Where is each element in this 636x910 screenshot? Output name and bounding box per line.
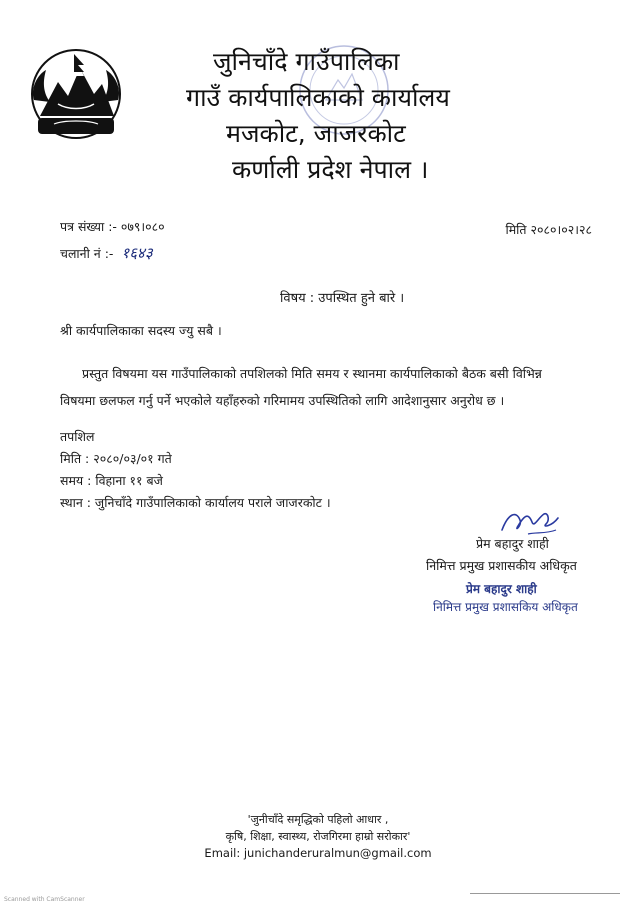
footer-email: Email: junichanderuralmun@gmail.com [204,846,432,860]
footer-divider [470,893,620,894]
letter-subject: विषय : उपस्थित हुने बारे । [280,291,405,306]
letterhead-line-1: जुनिचाँदे गाउँपालिका [213,47,400,76]
letter-body-paragraph: प्रस्तुत विषयमा यस गाउँपालिकाको तपशिलको मिति समय र स्थानमा कार्यपालिकाको बैठक बसी विभिन्न विषयमा छलफल गर्नु पर्ने भएकोले यहाँहरुको गरिमामय उपस्थितिको लागि आदेशानुसार अनुरोध छ । [60,366,542,408]
meeting-date: मिति : २०८०/०३/०१ गते [60,451,172,466]
scanner-watermark-text: Scanned with CamScanner [4,896,85,903]
signatory-name: प्रेम बहादुर शाही [476,536,549,551]
dispatch-number-label: चलानी नं :- [60,246,114,261]
letterhead-line-2: गाउँ कार्यपालिकाको कार्यालय [186,83,450,112]
letterhead-line-3: मजकोट, जाजरकोट [226,119,406,148]
signatory-title: निमित्त प्रमुख प्रशासकीय अधिकृत [426,558,577,573]
signatory-stamp-name: प्रेम बहादुर शाही [466,582,537,596]
dispatch-number-value: १६४३ [121,244,153,262]
meeting-place: स्थान : जुनिचाँदे गाउँपालिकाको कार्यालय पराले जाजरकोट । [60,495,331,510]
addressee: श्री कार्यपालिकाका सदस्य ज्यु सबै । [60,323,222,338]
letter-date: मिति २०८०।०२।२८ [505,222,592,237]
dispatch-number [60,243,153,263]
letter-number: पत्र संख्या :- ०७९।०८० [60,219,165,234]
meeting-time: समय : विहाना ११ बजे [60,473,163,488]
municipality-logo [24,44,128,148]
scanner-watermark [4,896,85,903]
footer-slogan-line-2: कृषि, शिक्षा, स्वास्थ्य, रोजगिरमा हाम्रो सरोकार' [225,830,411,843]
details-heading: तपशिल [60,429,95,444]
letterhead-line-4: कर्णाली प्रदेश नेपाल । [232,155,429,184]
signatory-stamp-title: निमित्त प्रमुख प्रशासकिय अधिकृत [433,600,578,614]
footer-slogan-line-1: 'जुनीचाँदे समृद्धिको पहिलो आधार , [247,813,389,826]
